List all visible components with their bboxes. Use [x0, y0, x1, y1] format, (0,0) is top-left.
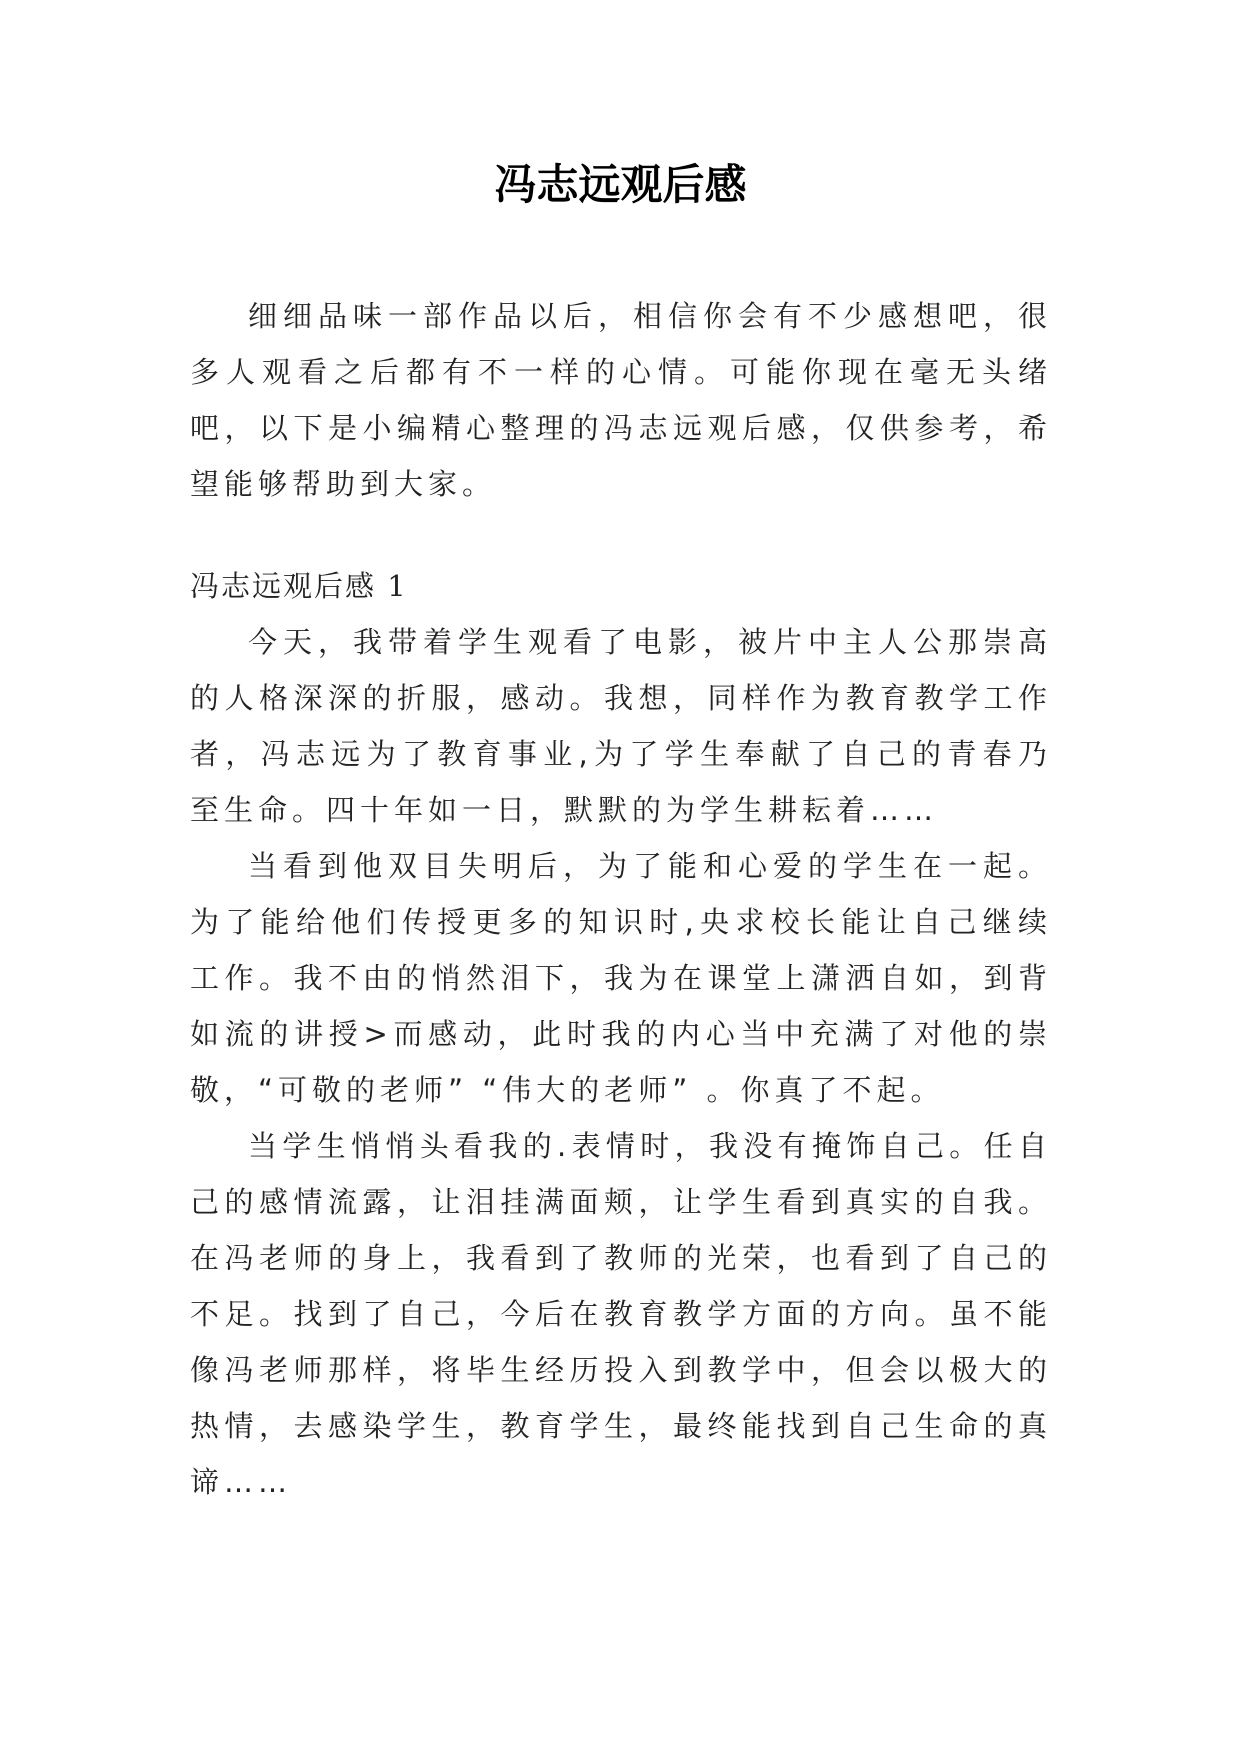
- document-title: 冯志远观后感: [494, 160, 747, 209]
- body-paragraph-2: 当看到他双目失明后，为了能和心爱的学生在一起。为了能给他们传授更多的知识时,央求校长能让自己继续工作。我不由的悄然泪下，我为在课堂上潇洒自如，到背如流的讲授>而感动，此时我的内心当中充满了对他的崇敬，“可敬的老师” “伟大的老师” 。你真了不起。: [190, 849, 1052, 1107]
- body-paragraph-1: 今天，我带着学生观看了电影，被片中主人公那崇高的人格深深的折服，感动。我想，同样作为教育教学工作者，冯志远为了教育事业,为了学生奉献了自己的青春乃至生命。四十年如一日，默默的为学生耕耘着……: [190, 625, 1052, 827]
- body-paragraph-3: 当学生悄悄头看我的.表情时，我没有掩饰自己。任自己的感情流露，让泪挂满面颊，让学生看到真实的自我。在冯老师的身上，我看到了教师的光荣，也看到了自己的不足。找到了自己，今后在教育教学方面的方向。虽不能像冯老师那样，将毕生经历投入到教学中，但会以极大的热情，去感染学生，教育学生，最终能找到自己生命的真谛……: [190, 1129, 1052, 1499]
- document-body: [190, 288, 1052, 1510]
- section-heading: 冯志远观后感 1: [190, 569, 408, 603]
- intro-paragraph: 细细品味一部作品以后，相信你会有不少感想吧，很多人观看之后都有不一样的心情。可能你现在毫无头绪吧，以下是小编精心整理的冯志远观后感，仅供参考，希望能够帮助到大家。: [190, 299, 1052, 501]
